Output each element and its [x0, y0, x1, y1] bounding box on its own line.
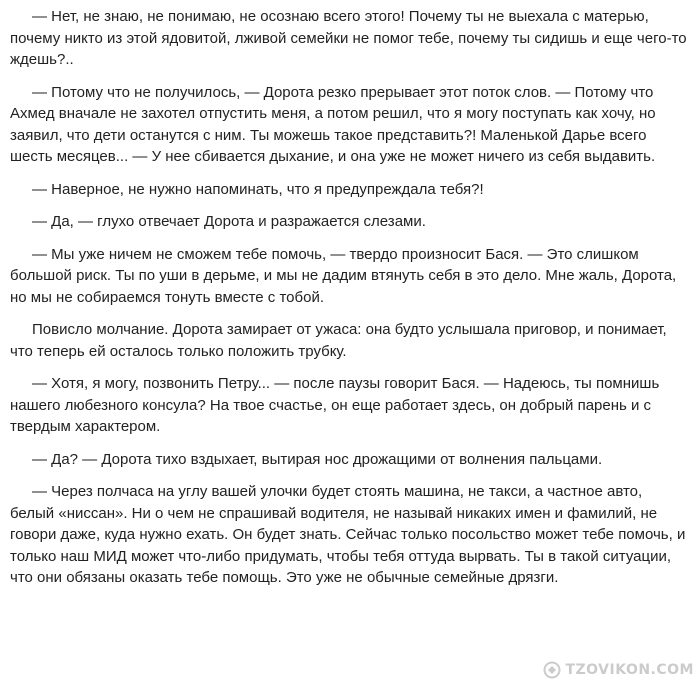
paragraph-2: — Потому что не получилось, — Дорота резко прерывает этот поток слов. — Потому что Ахмед вначале не захотел отпустить меня, а потом решил, что я могу поступать как хочу, но заявил, что дети останутся с ним. Ты можешь такое представить?! Маленькой Дарье всего шесть месяцев... — У нее сбивается дыхание, и она уже не может ничего из себя выдавить.: [10, 83, 656, 165]
site-watermark: [543, 661, 694, 679]
paragraph-9: — Через полчаса на углу вашей улочки будет стоять машина, не такси, а частное авто, белый «ниссан». Ни о чем не спрашивай водителя, не называй никаких имен и фамилий, не говори даже, куда нужно ехать. Он будет знать. Сейчас только посольство может тебе помочь, и только наш МИД может что-либо придумать, чтобы тебя оттуда вырвать. Ты в такой ситуации, что они обязаны оказать тебе помощь. Это уже не обычные семейные дрязги.: [10, 483, 686, 586]
paragraph-4: — Да, — глухо отвечает Дорота и разражается слезами.: [32, 213, 426, 230]
paragraph-5: — Мы уже ничем не сможем тебе помочь, — твердо произносит Бася. — Это слишком большой риск. Ты по уши в дерьме, и мы не дадим втянуть себя в это дело. Мне жаль, Дорота, но мы не собираемся тонуть вместе с тобой.: [10, 245, 677, 306]
tzovikon-logo-icon: [543, 661, 561, 679]
paragraph-7: — Хотя, я могу, позвонить Петру... — после паузы говорит Бася. — Надеюсь, ты помнишь нашего любезного консула? На твое счастье, он еще работает здесь, он добрый парень и с твердым характером.: [10, 375, 660, 435]
paragraph-6: Повисло молчание. Дорота замирает от ужаса: она будто услышала приговор, и понимает, что теперь ей осталось только положить трубку.: [10, 321, 667, 360]
paragraph-1: — Нет, не знаю, не понимаю, не осознаю всего этого! Почему ты не выехала с матерью, почему никто из этой ядовитой, лживой семейки не помог тебе, почему ты сидишь и еще чего-то ждешь?..: [10, 8, 687, 68]
paragraph-8: — Да? — Дорота тихо вздыхает, вытирая нос дрожащими от волнения пальцами.: [32, 450, 603, 468]
paragraph-3: — Наверное, не нужно напоминать, что я предупреждала тебя?!: [32, 180, 484, 198]
watermark-text: TZOVIKON.COM: [565, 662, 694, 678]
